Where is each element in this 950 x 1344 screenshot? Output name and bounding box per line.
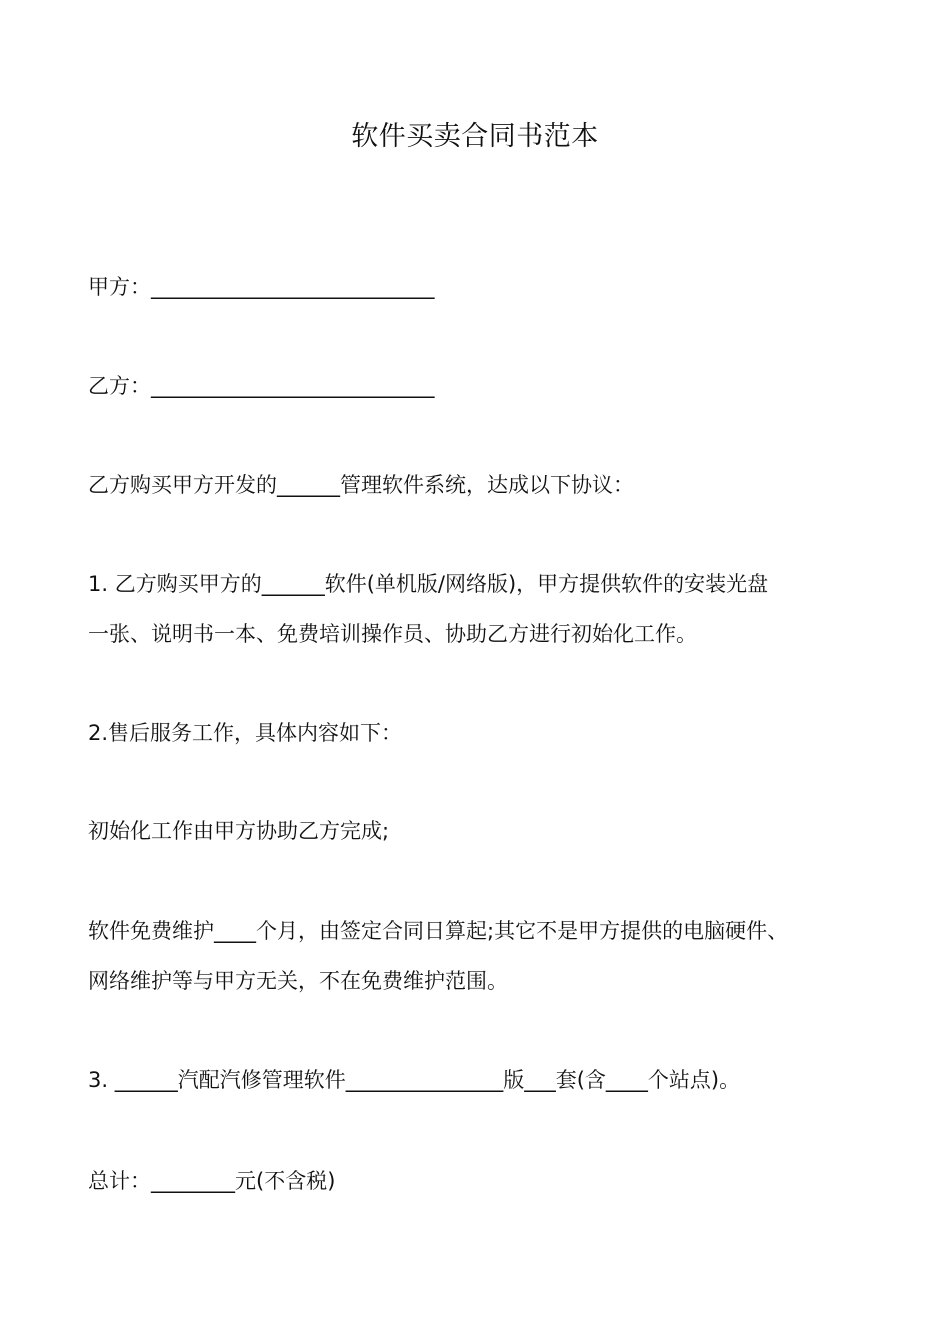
party-a-text: 甲方：___________________________ [88, 275, 435, 299]
clause-1-line-2: 一张、说明书一本、免费培训操作员、协助乙方进行初始化工作。 [88, 622, 697, 646]
document-title: 软件买卖合同书范本 [351, 121, 599, 152]
maintenance-paragraph [88, 906, 888, 1006]
total-text: 总计：________元(不含税) [88, 1169, 336, 1193]
maintenance-line-2: 网络维护等与甲方无关，不在免费维护范围。 [88, 969, 508, 993]
init-work-paragraph [88, 806, 888, 856]
intro-text: 乙方购买甲方开发的______管理软件系统，达成以下协议： [88, 473, 634, 497]
clause-3-text: 3. ______汽配汽修管理软件_______________版___套(含____个站点)。 [88, 1068, 741, 1092]
clause-1 [88, 559, 888, 659]
party-b-line [88, 361, 888, 411]
maintenance-line-1: 软件免费维护____个月，由签定合同日算起;其它不是甲方提供的电脑硬件、 [88, 919, 789, 943]
clause-2-heading [88, 708, 888, 758]
clause-1-line-1: 1. 乙方购买甲方的______软件(单机版/网络版)，甲方提供软件的安装光盘 [88, 572, 769, 596]
init-work-text: 初始化工作由甲方协助乙方完成; [88, 819, 390, 843]
intro-paragraph [88, 460, 888, 510]
clause-3 [88, 1055, 888, 1105]
party-a-line [88, 262, 888, 312]
total-line [88, 1156, 888, 1206]
clause-2-text: 2.售后服务工作，具体内容如下： [88, 721, 403, 745]
party-b-text: 乙方：___________________________ [88, 374, 435, 398]
